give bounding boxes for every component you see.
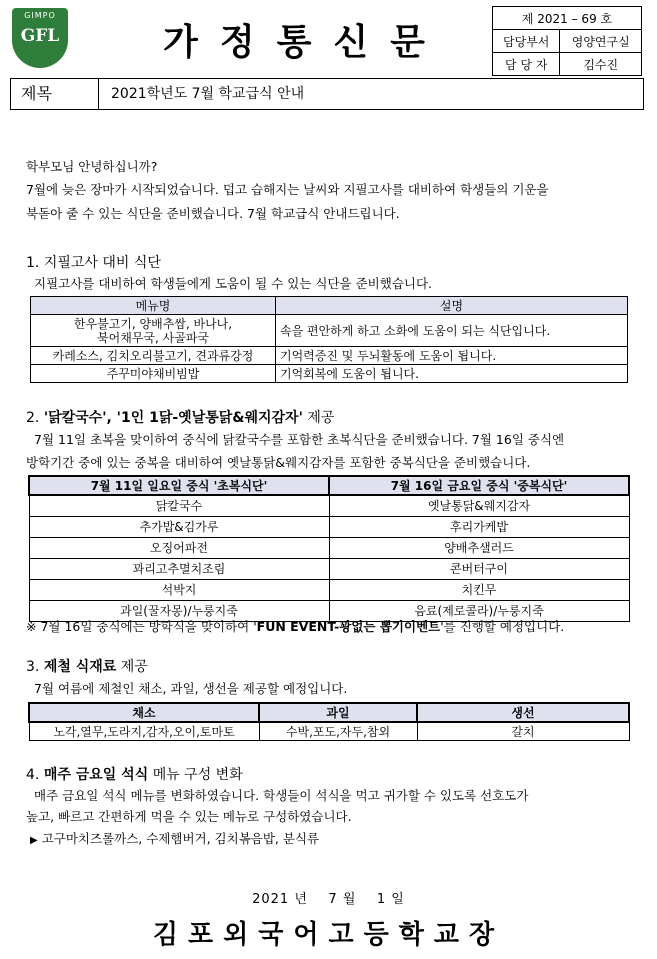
menu-cell: 한우불고기, 양배추쌈, 바나나, 북어채무국, 사골파국 <box>31 315 276 347</box>
section-2-desc-2: 방학기간 중에 있는 중복을 대비하여 옛날통닭&웨지감자를 포함한 중복식단을 준비했습니다. <box>26 455 531 470</box>
col-header-vegetable: 채소 <box>29 703 259 722</box>
jungbok-item: 옛날통닭&웨지감자 <box>329 495 629 516</box>
section-title: '닭칼국수', '1인 1닭-옛날통닭&웨지감자' <box>43 410 303 426</box>
jungbok-item: 양배추샐러드 <box>329 537 629 558</box>
dept-value: 영양연구실 <box>560 30 642 53</box>
subject-label: 제목 <box>11 79 99 109</box>
desc-cell: 기억력증진 및 두뇌활동에 도움이 됩니다. <box>276 347 628 365</box>
section-number: 3. <box>26 659 40 675</box>
section-4-menu-list <box>30 830 319 850</box>
section-3-desc: 7월 여름에 제철인 채소, 과일, 생선을 제공할 예정입니다. <box>34 681 348 696</box>
note-prefix: ※ 7월 16일 중식에는 방학식을 맞이하여 ' <box>26 619 257 634</box>
dept-label: 담당부서 <box>493 30 560 53</box>
section-title: 지필고사 대비 <box>43 255 130 271</box>
section-4-desc-1: 매주 금요일 석식 메뉴를 변화하였습니다. 학생들이 석식을 먹고 귀가할 수 있도록 선호도가 <box>34 788 529 803</box>
school-principal: 김포외국어고등학교장 <box>152 920 505 950</box>
desc-cell: 기억회복에 도움이 됩니다. <box>276 365 628 383</box>
col-header-jungbok: 7월 16일 금요일 중식 '중복식단' <box>329 476 629 495</box>
col-header-fish: 생선 <box>417 703 629 722</box>
jungbok-item: 콘버터구이 <box>329 558 629 579</box>
col-header-fruit: 과일 <box>259 703 417 722</box>
menu-items: 고구마치즈롤까스, 수제햄버거, 김치볶음밥, 분식류 <box>41 831 320 846</box>
subject-value: 2021학년도 7월 학교급식 안내 <box>111 86 305 102</box>
col-header-desc: 설명 <box>276 297 628 315</box>
jungbok-item: 치킨무 <box>329 579 629 600</box>
section-number: 1. <box>26 255 40 271</box>
fish-cell: 갈치 <box>417 722 629 741</box>
intro-line-1: 7월에 늦은 장마가 시작되었습니다. 덥고 습해지는 날씨와 지필고사를 대비하여 학생들의 기운을 <box>26 182 549 197</box>
greeting: 학부모님 안녕하십니까? <box>26 159 158 174</box>
logo-main-text: GFL <box>20 26 60 46</box>
section-number: 2. <box>26 410 40 426</box>
section-3-table <box>28 702 630 741</box>
chobok-item: 추가밥&김가루 <box>29 516 329 537</box>
section-3-heading <box>26 656 148 676</box>
section-1-heading <box>26 252 161 272</box>
jungbok-item: 후리가케밥 <box>329 516 629 537</box>
section-title-suffix: 제공 <box>307 410 335 426</box>
section-4-heading <box>26 764 243 784</box>
jungbok-item: 음료(제로콜라)/누룽지죽 <box>329 600 629 621</box>
section-2-note <box>26 618 564 636</box>
menu-cell: 주꾸미야채비빔밥 <box>31 365 276 383</box>
note-suffix: '를 진행할 예정입니다. <box>440 619 565 634</box>
section-title: 매주 금요일 석식 <box>43 767 149 783</box>
chobok-item: 꽈리고추멸치조림 <box>29 558 329 579</box>
desc-cell: 속을 편안하게 하고 소화에 도움이 되는 식단입니다. <box>276 315 628 347</box>
section-1-desc: 지필고사를 대비하여 학생들에게 도움이 될 수 있는 식단을 준비했습니다. <box>34 276 433 291</box>
col-header-chobok: 7월 11일 일요일 중식 '초복식단' <box>29 476 329 495</box>
subject-box <box>10 78 644 110</box>
section-number: 4. <box>26 767 40 783</box>
section-4-desc-2: 높고, 빠르고 간편하게 먹을 수 있는 메뉴로 구성하였습니다. <box>26 809 352 824</box>
document-title: 가정통신문 <box>163 22 447 63</box>
section-title-suffix: 제공 <box>120 659 148 675</box>
school-logo <box>12 8 68 68</box>
chobok-item: 석박지 <box>29 579 329 600</box>
section-title-suffix: 메뉴 구성 변화 <box>152 767 243 783</box>
fruit-cell: 수박,포도,자두,참외 <box>259 722 417 741</box>
section-2-desc-1: 7월 11일 초복을 맞이하여 중식에 닭칼국수를 포함한 초복식단을 준비했습니다. 7월 16일 중식엔 <box>34 432 565 447</box>
person-value: 김수진 <box>560 53 642 76</box>
vegetable-cell: 노각,열무,도라지,감자,오이,토마토 <box>29 722 259 741</box>
section-title-suffix: 식단 <box>133 255 161 271</box>
section-title: 제철 식재료 <box>43 659 117 675</box>
section-1-table <box>30 296 628 383</box>
chobok-item: 오징어파전 <box>29 537 329 558</box>
intro-line-2: 북돋아 줄 수 있는 식단을 준비했습니다. 7월 학교급식 안내드립니다. <box>26 206 400 221</box>
note-event-name: FUN EVENT-꽝없는 뽑기이벤트 <box>256 619 441 634</box>
doc-number: 제 2021 – 69 호 <box>493 7 642 30</box>
menu-cell: 카레소스, 김치오리불고기, 견과류강정 <box>31 347 276 365</box>
chobok-item: 과일(꿀자몽)/누룽지죽 <box>29 600 329 621</box>
person-label: 담 당 자 <box>493 53 560 76</box>
logo-top-text: GIMPO <box>24 11 56 20</box>
section-2-heading <box>26 407 334 427</box>
bullet-icon: ▶ <box>30 835 38 846</box>
chobok-item: 닭칼국수 <box>29 495 329 516</box>
issue-date: 2021 년 7 월 1 일 <box>252 892 405 907</box>
document-info-table <box>492 6 642 76</box>
section-2-table <box>28 475 630 622</box>
col-header-menu: 메뉴명 <box>31 297 276 315</box>
